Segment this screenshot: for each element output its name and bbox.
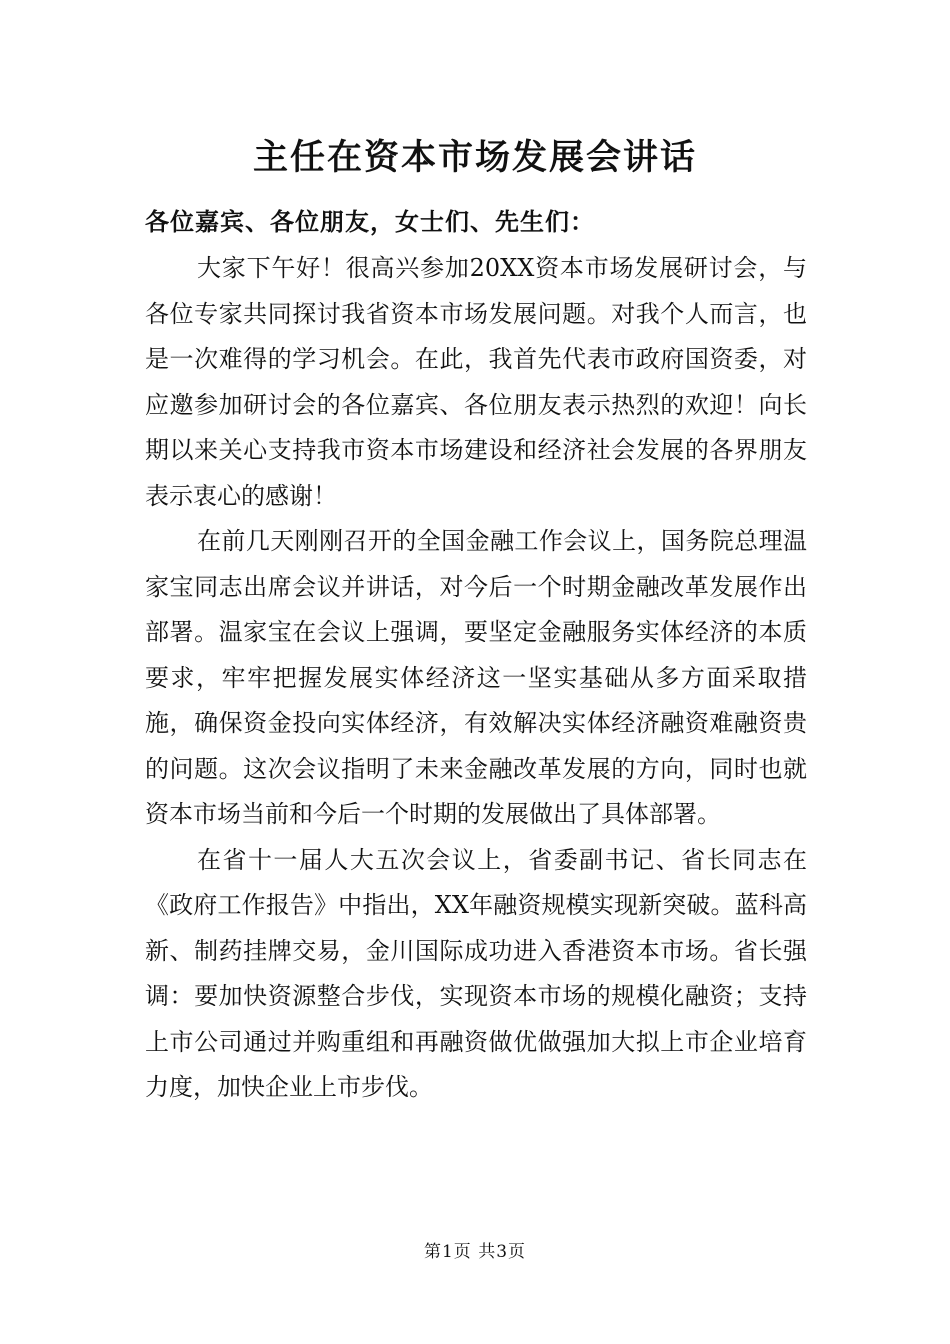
- document-body: [145, 198, 807, 1111]
- document-title: 主任在资本市场发展会讲话: [252, 137, 697, 178]
- page-footer: 第1页 共3页: [423, 1242, 527, 1262]
- paragraph-1: 大家下午好！很高兴参加20XX资本市场发展研讨会，与各位专家共同探讨我省资本市场发展问题。对我个人而言，也是一次难得的学习机会。在此，我首先代表市政府国资委，对应邀参加研讨会的各位嘉宾、各位朋友表示热烈的欢迎！向长期以来关心支持我市资本市场建设和经济社会发展的各界朋友表示衷心的感谢！: [145, 254, 807, 510]
- paragraph-3: 在省十一届人大五次会议上，省委副书记、省长同志在《政府工作报告》中指出，XX年融资规模实现新突破。蓝科高新、制药挂牌交易，金川国际成功进入香港资本市场。省长强调：要加快资源整合步伐，实现资本市场的规模化融资；支持上市公司通过并购重组和再融资做优做强加大拟上市企业培育力度，加快企业上市步伐。: [145, 845, 807, 1101]
- paragraph-2: 在前几天刚刚召开的全国金融工作会议上，国务院总理温家宝同志出席会议并讲话，对今后一个时期金融改革发展作出部署。温家宝在会议上强调，要坚定金融服务实体经济的本质要求，牢牢把握发展实体经济这一坚实基础从多方面采取措施，确保资金投向实体经济，有效解决实体经济融资难融资贵的问题。这次会议指明了未来金融改革发展的方向，同时也就资本市场当前和今后一个时期的发展做出了具体部署。: [145, 527, 807, 828]
- salutation: 各位嘉宾、各位朋友，女士们、先生们：: [145, 207, 595, 236]
